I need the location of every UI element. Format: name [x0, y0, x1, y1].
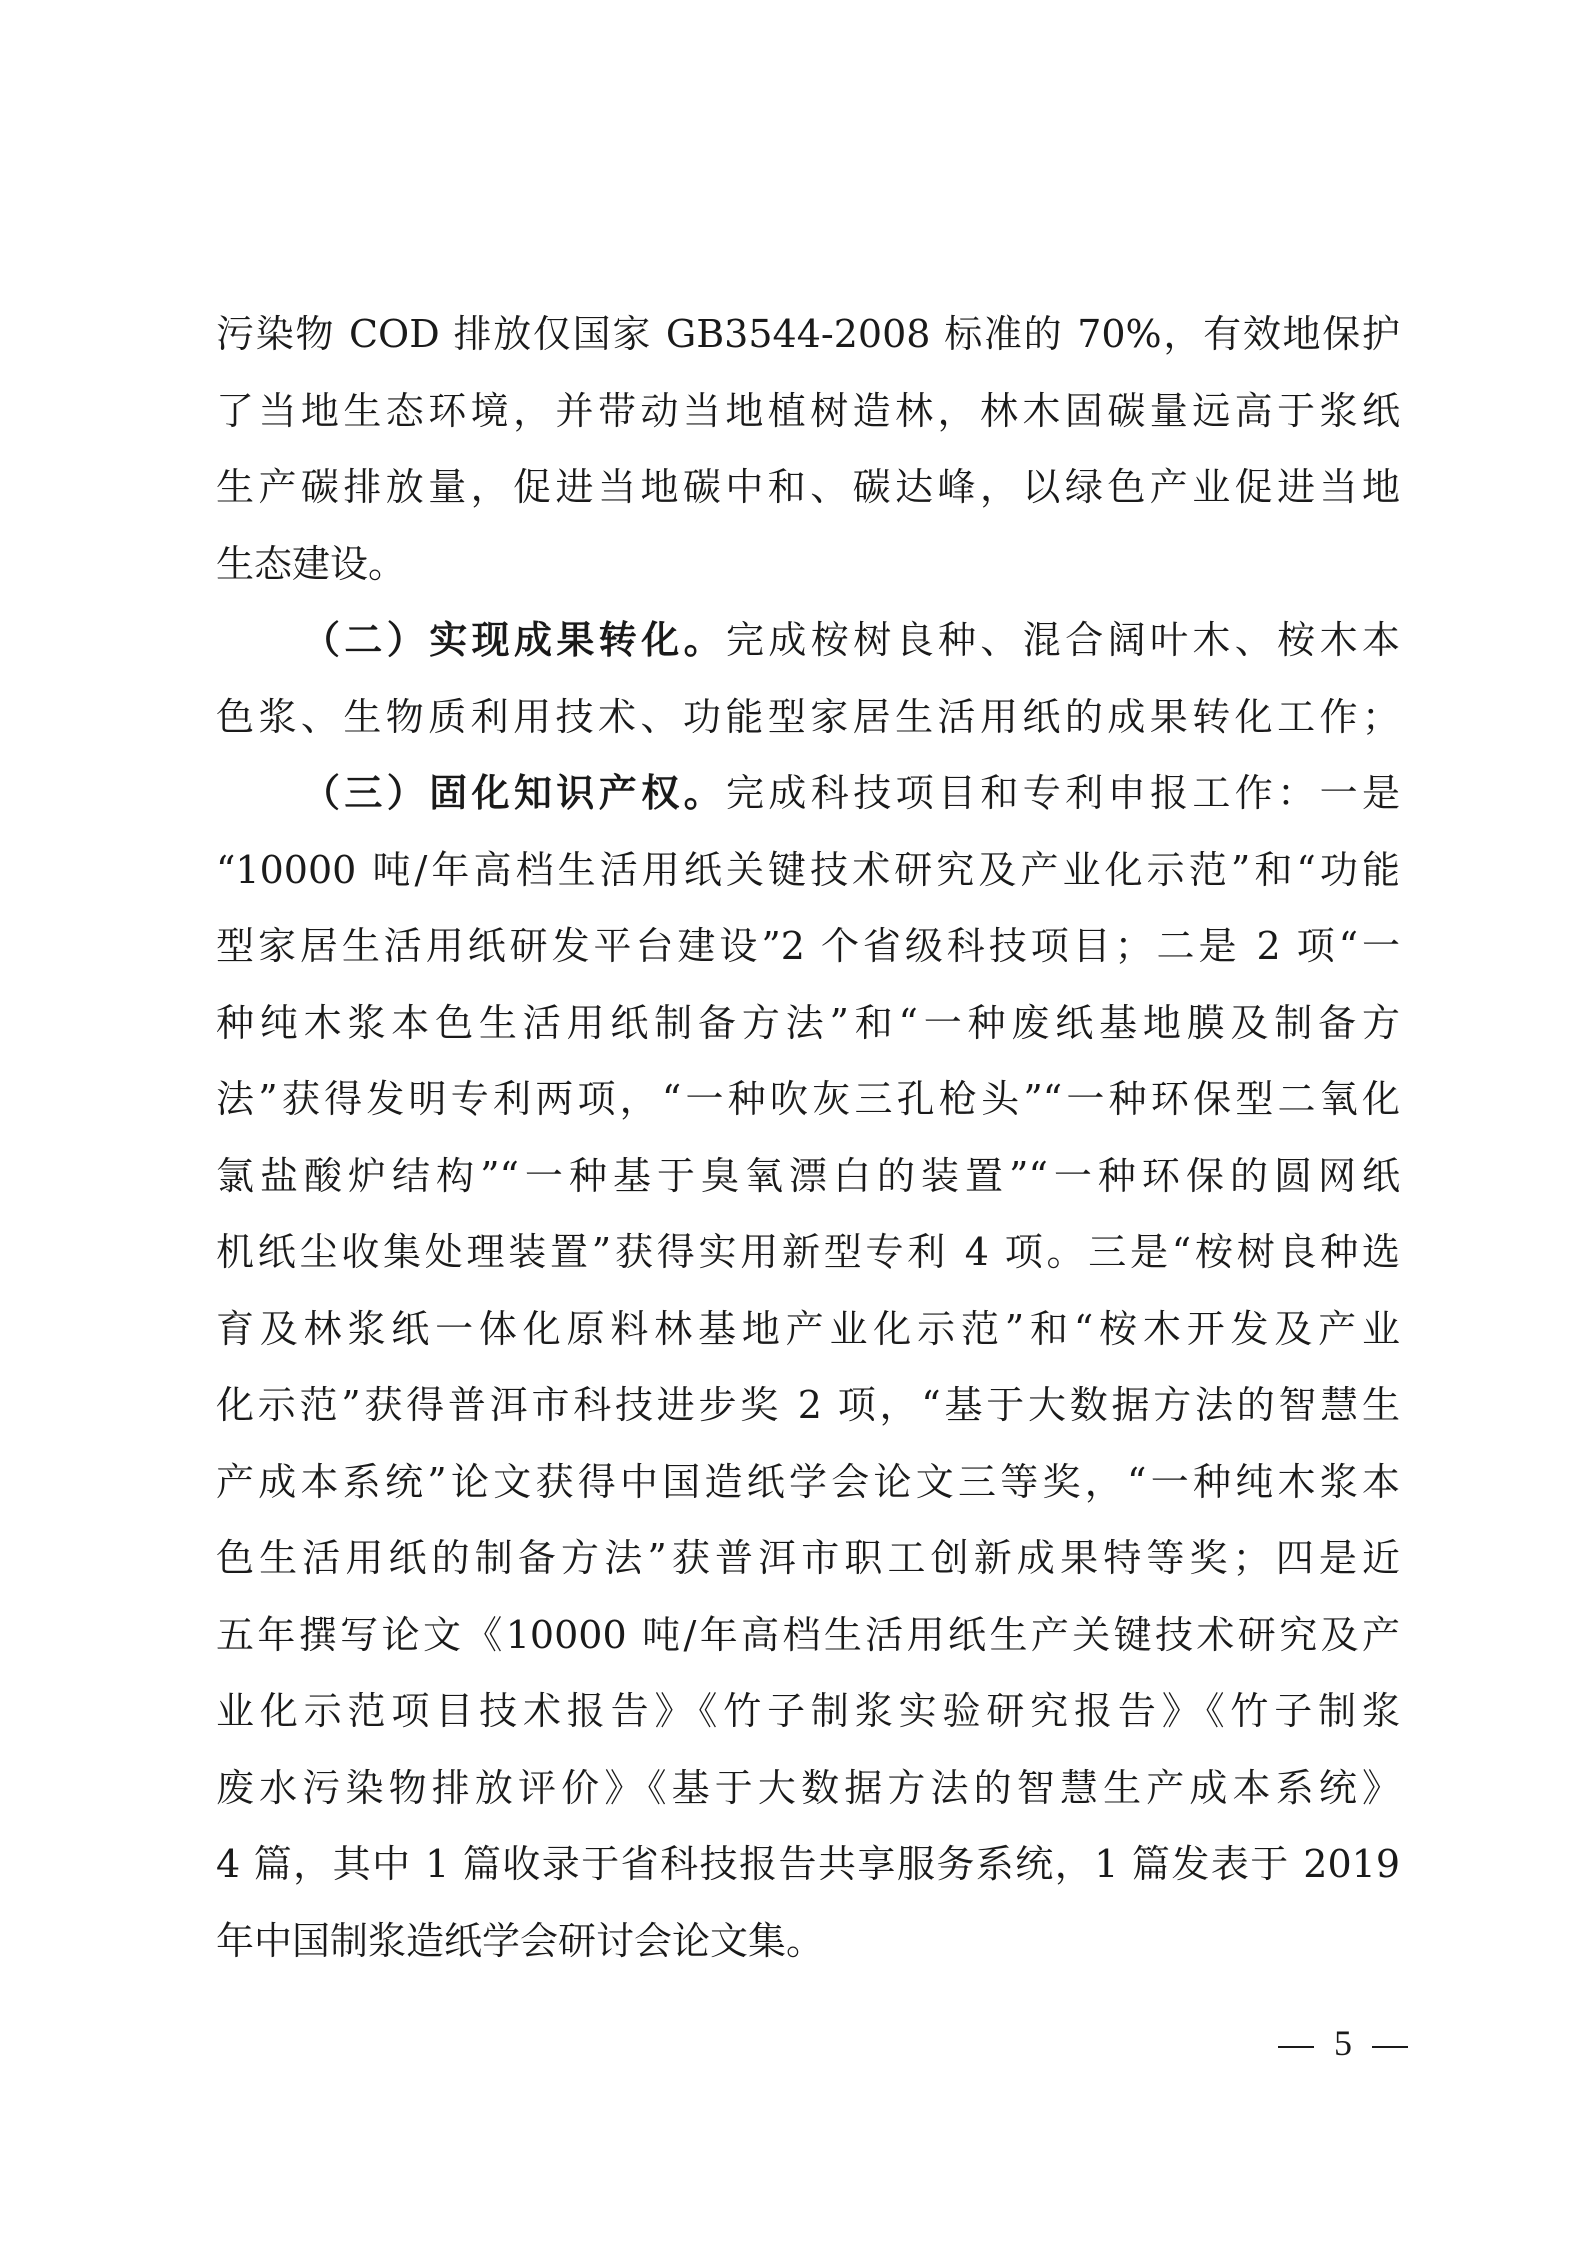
text-line: 生态建设。 — [216, 541, 407, 586]
text-line: 机纸尘收集处理装置”获得实用新型专利 4 项。三是“桉树良种选 — [216, 1230, 1400, 1274]
text-span: 完成桉树良种、混合阔叶木、桉木本 — [726, 618, 1400, 662]
dash-decoration — [1372, 2046, 1408, 2048]
text-line: 4 篇，其中 1 篇收录于省科技报告共享服务系统，1 篇发表于 2019 — [216, 1842, 1400, 1886]
text-line: 色浆、生物质利用技术、功能型家居生活用纸的成果转化工作； — [216, 694, 1400, 739]
text-span: 完成科技项目和专利申报工作：一是 — [726, 771, 1400, 815]
text-line: 生产碳排放量，促进当地碳中和、碳达峰，以绿色产业促进当地 — [216, 465, 1400, 509]
section-heading: （二）实现成果转化。 — [302, 617, 726, 662]
text-line: 型家居生活用纸研发平台建设”2 个省级科技项目；二是 2 项“一 — [216, 924, 1400, 968]
text-line: 法”获得发明专利两项，“一种吹灰三孔枪头”“一种环保型二氧化 — [216, 1077, 1400, 1121]
text-line: 氯盐酸炉结构”“一种基于臭氧漂白的装置”“一种环保的圆网纸 — [216, 1153, 1400, 1198]
paragraph-intellectual-property — [216, 755, 1400, 1979]
text-line: 种纯木浆本色生活用纸制备方法”和“一种废纸基地膜及制备方 — [216, 1000, 1400, 1045]
text-line: 污染物 COD 排放仅国家 GB3544-2008 标准的 70%，有效地保护 — [216, 312, 1400, 356]
paragraph-environment — [216, 296, 1400, 602]
text-line: “10000 吨/年高档生活用纸关键技术研究及产业化示范”和“功能 — [216, 847, 1400, 892]
text-line: 育及林浆纸一体化原料林基地产业化示范”和“桉木开发及产业 — [216, 1306, 1400, 1351]
text-line: 色生活用纸的制备方法”获普洱市职工创新成果特等奖；四是近 — [216, 1536, 1400, 1580]
page-number: 5 — [1334, 2023, 1352, 2063]
text-line: 五年撰写论文《10000 吨/年高档生活用纸生产关键技术研究及产 — [216, 1612, 1400, 1657]
text-line: 废水污染物排放评价》《基于大数据方法的智慧生产成本系统》 — [216, 1765, 1400, 1810]
text-line — [216, 602, 1400, 679]
section-heading: （三）固化知识产权。 — [302, 770, 726, 815]
paragraph-achievement-transfer — [216, 602, 1400, 755]
text-line: 产成本系统”论文获得中国造纸学会论文三等奖，“一种纯木浆本 — [216, 1459, 1400, 1504]
text-line: 了当地生态环境，并带动当地植树造林，林木固碳量远高于浆纸 — [216, 388, 1400, 433]
document-page — [216, 296, 1400, 1979]
text-line: 化示范”获得普洱市科技进步奖 2 项，“基于大数据方法的智慧生 — [216, 1383, 1400, 1427]
page-number-footer — [1258, 2022, 1428, 2064]
text-line — [216, 755, 1400, 832]
text-line: 业化示范项目技术报告》《竹子制浆实验研究报告》《竹子制浆 — [216, 1689, 1400, 1733]
text-line: 年中国制浆造纸学会研讨会论文集。 — [216, 1918, 825, 1963]
dash-decoration — [1278, 2046, 1314, 2048]
